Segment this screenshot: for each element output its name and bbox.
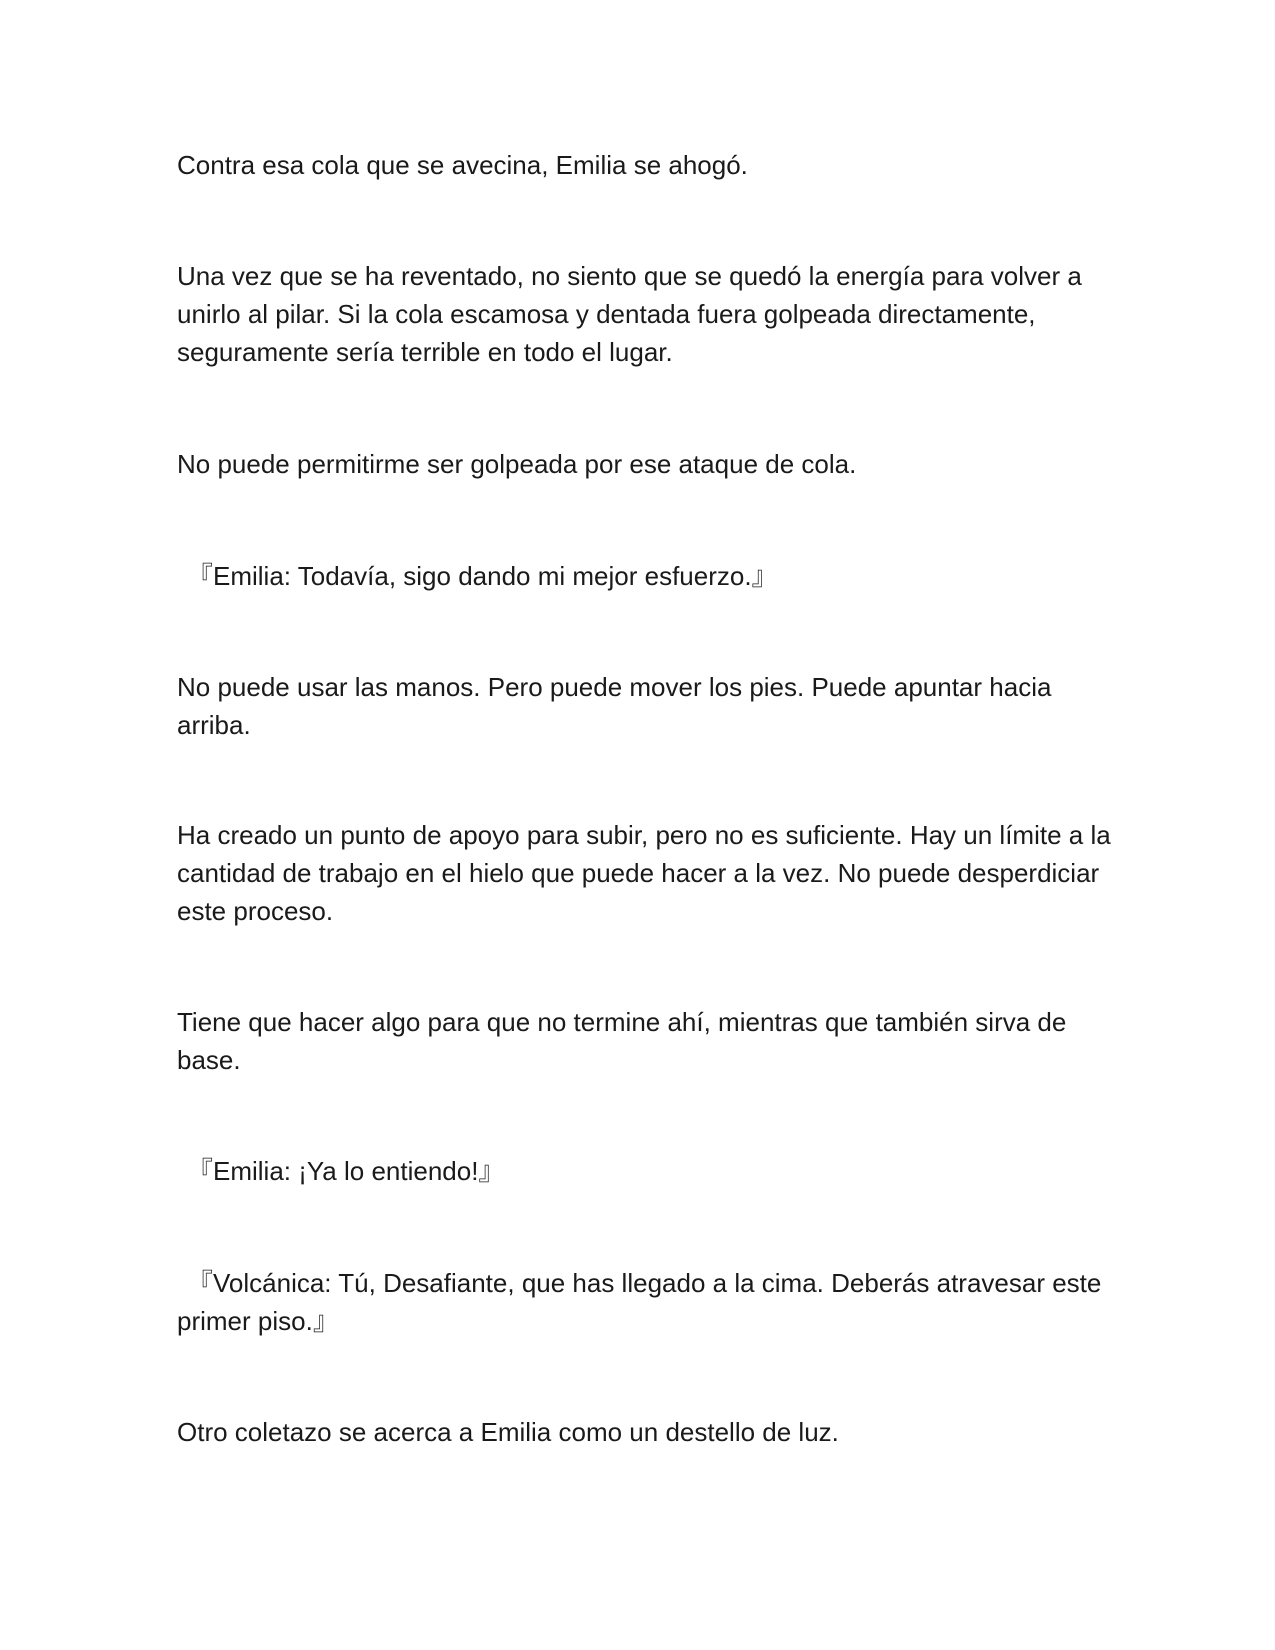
paragraph: No puede permitirme ser golpeada por ese ataque de cola. xyxy=(177,449,857,479)
dialogue-line: 『Emilia: Todavía, sigo dando mi mejor esfuerzo.』 xyxy=(187,561,778,591)
paragraph: Ha creado un punto de apoyo para subir, pero no es suficiente. Hay un límite a la cantidad de trabajo en el hielo que puede hacer a la vez. No puede desperdiciar este proceso. xyxy=(177,820,1111,926)
dialogue-line: 『Emilia: ¡Ya lo entiendo!』 xyxy=(187,1156,505,1186)
paragraph: No puede usar las manos. Pero puede mover los pies. Puede apuntar hacia arriba. xyxy=(177,672,1052,740)
dialogue-line: 『Volcánica: Tú, Desafiante, que has llegado a la cima. Deberás atravesar este primer piso.』 xyxy=(177,1268,1102,1336)
paragraph: Una vez que se ha reventado, no siento que se quedó la energía para volver a unirlo al pilar. Si la cola escamosa y dentada fuera golpeada directamente, seguramente sería terrible en todo el lugar. xyxy=(177,261,1082,367)
paragraph: Tiene que hacer algo para que no termine ahí, mientras que también sirva de base. xyxy=(177,1007,1067,1075)
paragraph: Contra esa cola que se avecina, Emilia se ahogó. xyxy=(177,150,748,180)
paragraph: Otro coletazo se acerca a Emilia como un destello de luz. xyxy=(177,1417,839,1447)
